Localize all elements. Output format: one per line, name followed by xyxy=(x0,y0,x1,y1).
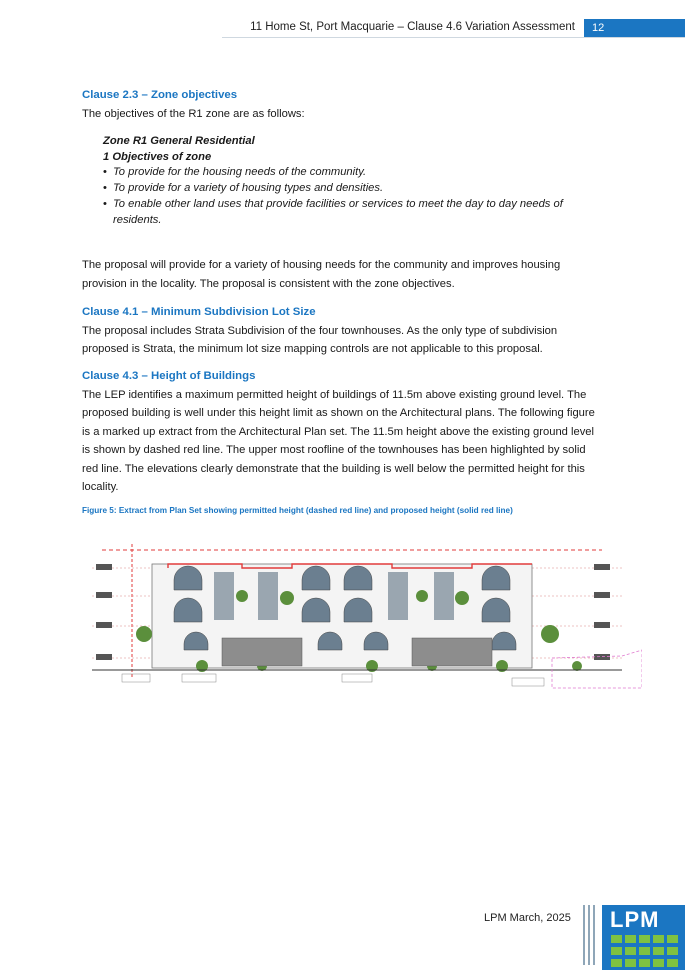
quote-bullet: • To provide for a variety of housing types and densities. xyxy=(103,181,593,197)
heading-zone-objectives: Clause 2.3 – Zone objectives xyxy=(82,89,238,101)
quote-subtitle: 1 Objectives of zone xyxy=(103,150,212,163)
header-title: 11 Home St, Port Macquarie – Clause 4.6 Variation Assessment xyxy=(250,21,575,33)
footer-date: LPM March, 2025 xyxy=(484,912,571,924)
header-rule xyxy=(222,37,685,38)
logo-wordmark: LPM xyxy=(610,907,660,932)
page-number: 12 xyxy=(584,19,685,37)
zone-objectives-paragraph: The proposal will provide for a variety of housing needs for the community and improves housing provision in the locality. The proposal is consistent with the zone objectives. xyxy=(82,259,561,290)
quote-bullet: • To enable other land uses that provide facilities or services to meet the day to day needs of residents. xyxy=(103,197,593,228)
zone-objectives-intro: The objectives of the R1 zone are as follows: xyxy=(82,107,305,120)
zone-objectives-quote xyxy=(103,134,593,228)
quote-bullet-text: To provide for a variety of housing types and densities. xyxy=(113,182,384,195)
elevation-drawing xyxy=(82,538,642,700)
quote-zone-title: Zone R1 General Residential xyxy=(103,135,255,147)
figure-caption: Figure 5: Extract from Plan Set showing permitted height (dashed red line) and proposed height (solid red line) xyxy=(82,506,513,515)
section-height xyxy=(82,367,602,497)
quote-bullet: • To provide for the housing needs of the community. xyxy=(103,165,593,181)
section-zone-objectives xyxy=(82,86,602,123)
section-lot-size xyxy=(82,303,602,359)
heading-lot-size: Clause 4.1 – Minimum Subdivision Lot Size xyxy=(82,306,316,318)
quote-bullet-text: To provide for the housing needs of the community. xyxy=(113,166,367,179)
lpm-logo xyxy=(602,905,685,970)
lot-size-paragraph: The proposal includes Strata Subdivision of the four townhouses. As the only type of subdivision proposed is Strata, the minimum lot size mapping controls are not applicable to this proposal. xyxy=(82,324,558,355)
footer-decorative-bars xyxy=(583,905,597,965)
heading-height: Clause 4.3 – Height of Buildings xyxy=(82,370,256,382)
annotation-labels xyxy=(122,674,544,686)
logo-grid xyxy=(611,935,677,968)
height-paragraph: The LEP identifies a maximum permitted height of buildings of 11.5m above existing ground level. The proposed building is well under this height limit as shown on the Architectural plans. The following figure is a marked up extract from the Architectural Plan set. The 11.5m height above the existing ground level is shown by dashed red line. The upper most roofline of the townhouses has been highlighted by solid red line. The elevations clearly demonstrate that the building is well below the permitted height for this locality. xyxy=(82,388,595,493)
quote-bullet-text: To enable other land uses that provide facilities or services to meet the day to day needs of residents. xyxy=(113,197,563,226)
